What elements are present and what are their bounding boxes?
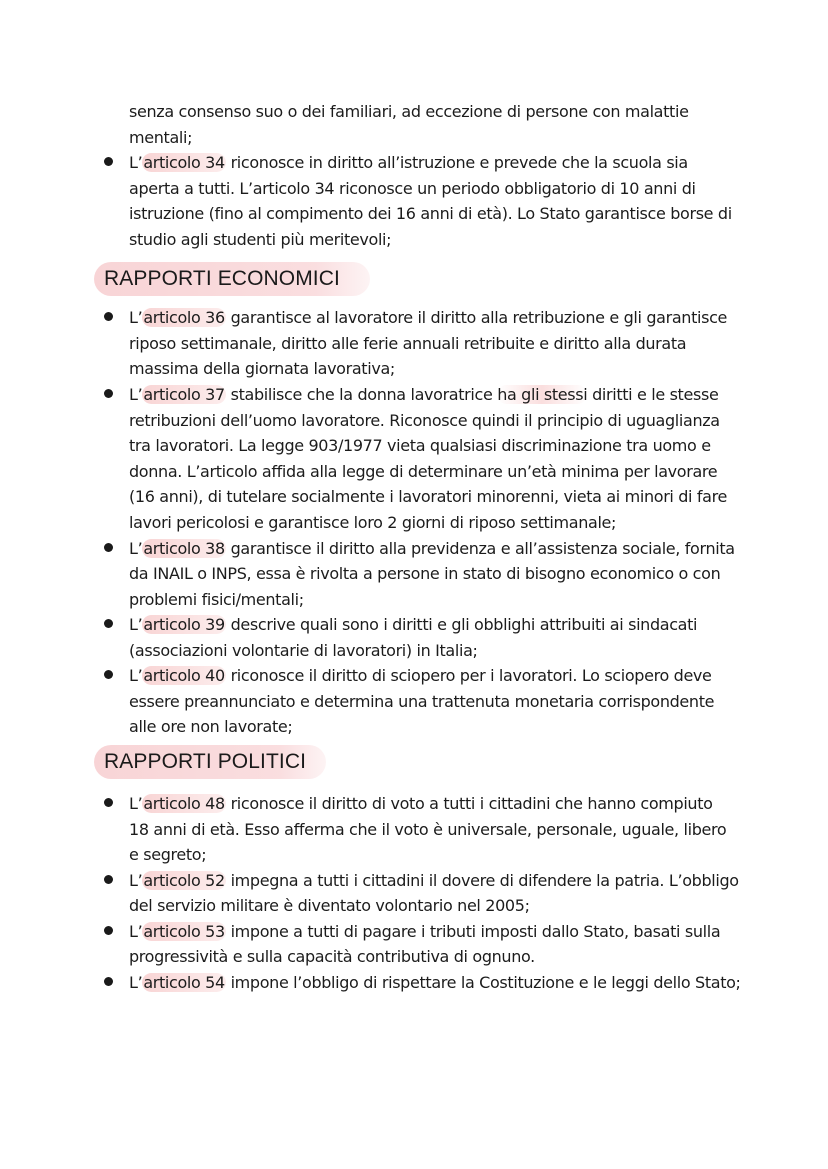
bullet-icon — [104, 543, 113, 552]
article-36-line: L’articolo 36 garantisce al lavoratore il diritto alla retribuzione e gli garantisce — [129, 308, 728, 327]
article-37-line: lavori pericolosi e garantisce loro 2 giorni di riposo settimanale; — [129, 513, 617, 532]
article-40-line: alle ore non lavorate; — [129, 717, 293, 736]
article-tag: articolo 37 — [143, 385, 225, 404]
article-53-line: L’articolo 53 impone a tutti di pagare i tributi imposti dallo Stato, basati sulla — [129, 922, 721, 941]
article-tag: articolo 34 — [143, 153, 225, 172]
article-48-line: 18 anni di età. Esso afferma che il voto è universale, personale, uguale, libero — [129, 820, 727, 839]
intro-line: mentali; — [129, 128, 193, 147]
article-36-line: riposo settimanale, diritto alle ferie annuali retribuite e diritto alla durata — [129, 334, 687, 353]
article-52-line: L’articolo 52 impegna a tutti i cittadini il dovere di difendere la patria. L’obbligo — [129, 871, 739, 890]
article-37-line: (16 anni), di tutelare socialmente i lavoratori minorenni, vieta ai minori di fare — [129, 487, 727, 506]
article-tag: articolo 53 — [143, 922, 225, 941]
bullet-icon — [104, 312, 113, 321]
article-40-line: L’articolo 40 riconosce il diritto di sciopero per i lavoratori. Lo sciopero deve — [129, 666, 712, 685]
intro-line: senza consenso suo o dei familiari, ad eccezione di persone con malattie — [129, 102, 689, 121]
section-heading-economici: RAPPORTI ECONOMICI — [104, 267, 340, 290]
bullet-icon — [104, 875, 113, 884]
article-38-line: L’articolo 38 garantisce il diritto alla previdenza e all’assistenza sociale, fornita — [129, 539, 735, 558]
article-tag: articolo 38 — [143, 539, 225, 558]
article-48-line: e segreto; — [129, 845, 207, 864]
article-37-line: retribuzioni dell’uomo lavoratore. Riconosce quindi il principio di uguaglianza — [129, 411, 720, 430]
article-36-line: massima della giornata lavorativa; — [129, 359, 395, 378]
article-39-line: L’articolo 39 descrive quali sono i diritti e gli obblighi attribuiti ai sindacati — [129, 615, 698, 634]
bullet-icon — [104, 977, 113, 986]
article-tag: articolo 39 — [143, 615, 225, 634]
article-53-line: progressività e sulla capacità contributiva di ognuno. — [129, 947, 535, 966]
section-heading-politici: RAPPORTI POLITICI — [104, 750, 307, 773]
article-38-line: da INAIL o INPS, essa è rivolta a persone in stato di bisogno economico o con — [129, 564, 721, 583]
article-tag: articolo 54 — [143, 973, 225, 992]
article-40-line: essere preannunciato e determina una trattenuta monetaria corrispondente — [129, 692, 715, 711]
article-48-line: L’articolo 48 riconosce il diritto di voto a tutti i cittadini che hanno compiuto — [129, 794, 713, 813]
bullet-icon — [104, 619, 113, 628]
article-37-line: L’articolo 37 stabilisce che la donna lavoratrice ha gli stessi diritti e le stesse — [129, 385, 719, 404]
article-34-line: studio agli studenti più meritevoli; — [129, 230, 392, 249]
article-37-line: donna. L’articolo affida alla legge di determinare un’età minima per lavorare — [129, 462, 718, 481]
article-tag: articolo 52 — [143, 871, 225, 890]
article-34-line: L’articolo 34 riconosce in diritto all’istruzione e prevede che la scuola sia — [129, 153, 688, 172]
article-38-line: problemi fisici/mentali; — [129, 590, 304, 609]
bullet-icon — [104, 389, 113, 398]
article-tag: articolo 48 — [143, 794, 225, 813]
bullet-icon — [104, 926, 113, 935]
article-52-line: del servizio militare è diventato volontario nel 2005; — [129, 896, 530, 915]
bullet-icon — [104, 798, 113, 807]
article-37-line: tra lavoratori. La legge 903/1977 vieta qualsiasi discriminazione tra uomo e — [129, 436, 711, 455]
partial-highlight: ha gli stessi — [497, 385, 588, 404]
article-tag: articolo 40 — [143, 666, 225, 685]
bullet-icon — [104, 157, 113, 166]
bullet-icon — [104, 670, 113, 679]
article-54-line: L’articolo 54 impone l’obbligo di rispettare la Costituzione e le leggi dello Stato; — [129, 973, 741, 992]
article-39-line: (associazioni volontarie di lavoratori) in Italia; — [129, 641, 478, 660]
article-34-line: istruzione (fino al compimento dei 16 anni di età). Lo Stato garantisce borse di — [129, 204, 732, 223]
article-34-line: aperta a tutti. L’articolo 34 riconosce un periodo obbligatorio di 10 anni di — [129, 179, 696, 198]
article-tag: articolo 36 — [143, 308, 225, 327]
